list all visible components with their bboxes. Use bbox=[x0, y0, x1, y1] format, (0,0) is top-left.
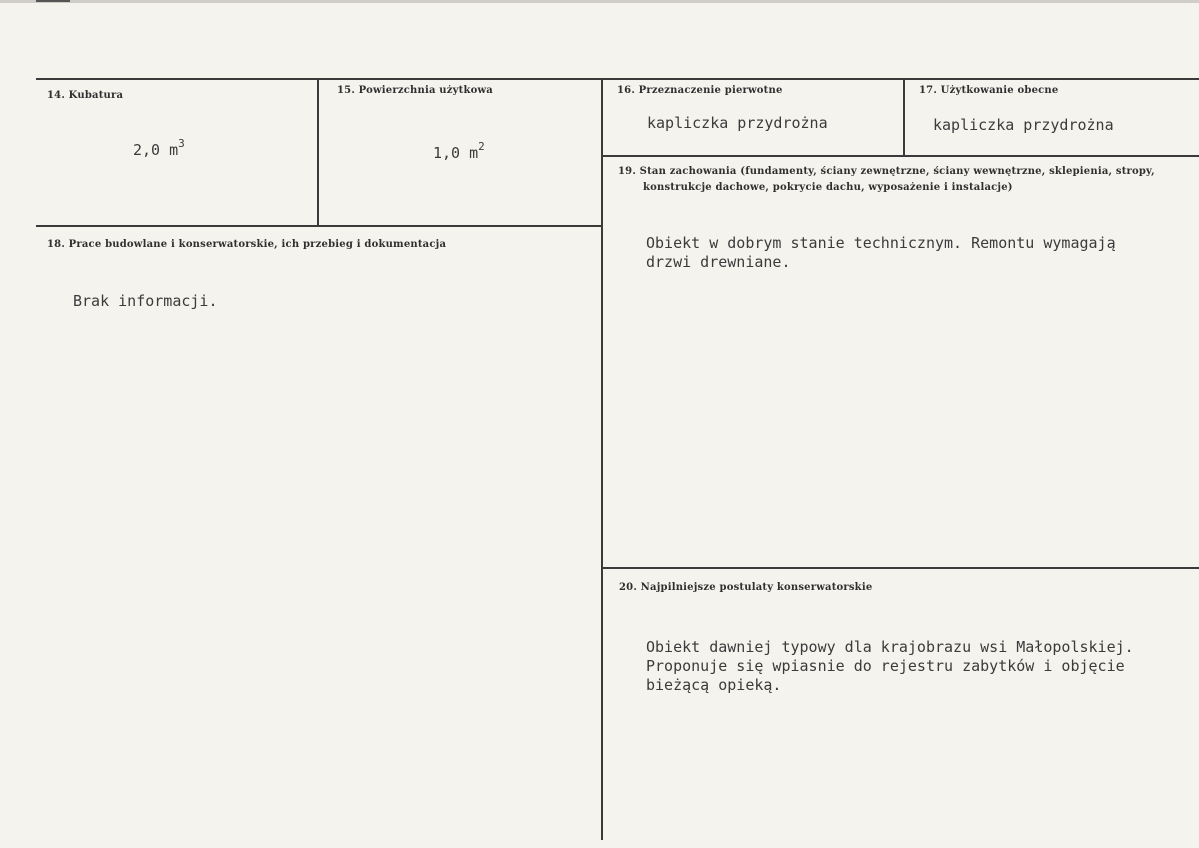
field-16-value: kapliczka przydrożna bbox=[647, 114, 828, 132]
rule-row3-right bbox=[603, 567, 1199, 569]
field-19-value-line2: drzwi drewniane. bbox=[646, 253, 791, 271]
field-20-value-line3: bieżącą opieką. bbox=[646, 676, 782, 694]
field-14-value-text: 2,0 m bbox=[133, 141, 179, 159]
field-14-label: 14. Kubatura bbox=[47, 90, 124, 101]
field-19-value-line1: Obiekt w dobrym stanie technicznym. Remontu wymagają bbox=[646, 234, 1116, 252]
field-19-label-line2: konstrukcje dachowe, pokrycie dachu, wyposażenie i instalacje) bbox=[643, 182, 1013, 193]
top-edge bbox=[0, 0, 1199, 3]
field-16-label: 16. Przeznaczenie pierwotne bbox=[617, 85, 783, 96]
rule-row2-right bbox=[603, 155, 1199, 157]
rule-row2-left bbox=[36, 225, 603, 227]
corner-mark bbox=[36, 0, 70, 2]
divider-16-17 bbox=[903, 78, 905, 156]
field-17-value: kapliczka przydrożna bbox=[933, 116, 1114, 134]
field-19-label-line1: 19. Stan zachowania (fundamenty, ściany zewnętrzne, ściany wewnętrzne, sklepienia, stropy, bbox=[618, 166, 1155, 177]
field-20-label: 20. Najpilniejsze postulaty konserwatorskie bbox=[619, 582, 873, 593]
field-20-value-line2: Proponuje się wpiasnie do rejestru zabytków i objęcie bbox=[646, 657, 1125, 675]
divider-14-15 bbox=[317, 78, 319, 226]
field-17-label: 17. Użytkowanie obecne bbox=[919, 85, 1059, 96]
field-15-unit-exponent: 2 bbox=[478, 140, 485, 153]
field-15-value-text: 1,0 m bbox=[433, 144, 479, 162]
field-18-label: 18. Prace budowlane i konserwatorskie, ich przebieg i dokumentacja bbox=[47, 239, 447, 250]
field-14-unit-exponent: 3 bbox=[178, 137, 185, 150]
field-20-value-line1: Obiekt dawniej typowy dla krajobrazu wsi Małopolskiej. bbox=[646, 638, 1134, 656]
field-14-value bbox=[133, 136, 185, 160]
field-18-value: Brak informacji. bbox=[73, 292, 218, 310]
field-15-value bbox=[433, 139, 485, 163]
field-15-label: 15. Powierzchnia użytkowa bbox=[337, 85, 493, 96]
divider-center bbox=[601, 78, 603, 840]
rule-top bbox=[36, 78, 1199, 80]
